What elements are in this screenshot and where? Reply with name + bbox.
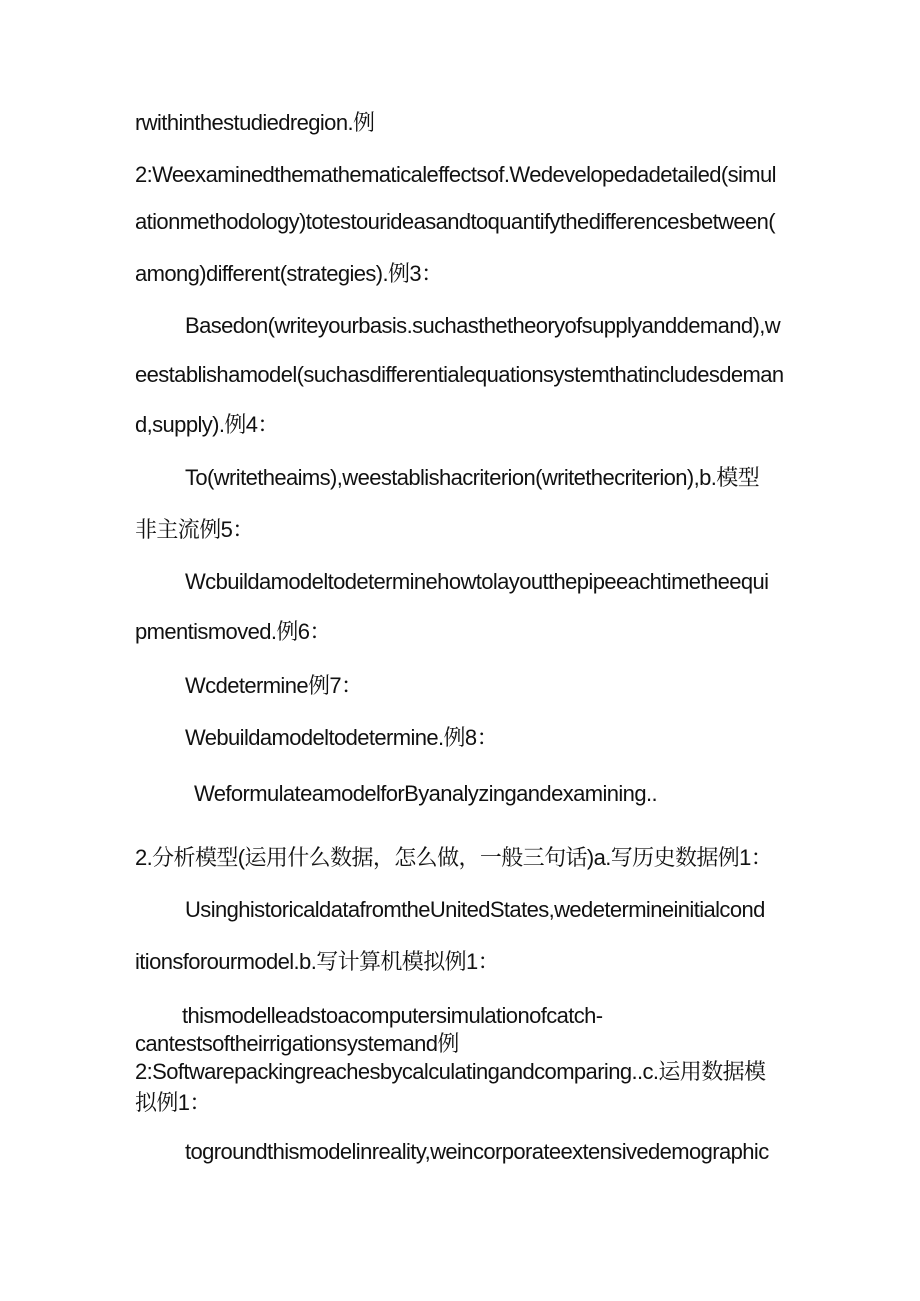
text-line: cantestsoftheirrigationsystemand例 bbox=[135, 1031, 459, 1056]
text-line: Wcdetermine例7： bbox=[185, 673, 363, 698]
text-line: Webuildamodeltodetermine.例8： bbox=[185, 725, 498, 750]
text-line: WeformulateamodelforByanalyzingandexamining.. bbox=[194, 781, 657, 806]
text-line: Basedon(writeyourbasis.suchasthetheoryofsupplyanddemand),w bbox=[185, 313, 781, 338]
text-line: eestablishamodel(suchasdifferentialequationsystemthatincludesdeman bbox=[135, 362, 784, 387]
text-line: 拟例1： bbox=[135, 1090, 211, 1115]
text-line: 2:Softwarepackingreachesbycalculatingandcomparing..c.运用数据模 bbox=[135, 1059, 766, 1084]
text-line: Wcbuildamodeltodeterminehowtolayoutthepipeeachtimetheequi bbox=[185, 569, 769, 594]
text-line: ationmethodology)totestourideasandtoquantifythedifferencesbetween( bbox=[135, 209, 776, 234]
text-line: rwithinthestudiedregion.例 bbox=[135, 110, 375, 135]
text-line: To(writetheaims),weestablishacriterion(writethecriterion),b.模型 bbox=[185, 465, 760, 490]
text-line: thismodelleadstoacomputersimulationofcatch- bbox=[182, 1003, 603, 1028]
text-line: 非主流例5： bbox=[135, 517, 254, 542]
text-line: UsinghistoricaldatafromtheUnitedStates,wedetermineinitialcond bbox=[185, 897, 765, 922]
text-line: togroundthismodelinreality,weincorporateextensivedemographic bbox=[185, 1139, 769, 1164]
text-line: d,supply).例4： bbox=[135, 412, 279, 437]
text-line: among)different(strategies).例3： bbox=[135, 261, 443, 286]
section-heading: 2.分析模型(运用什么数据，怎么做，一般三句话)a.写历史数据例1： bbox=[135, 845, 773, 870]
text-line: 2:Weexaminedthemathematicaleffectsof.Wedevelopedadetailed(simul bbox=[135, 162, 776, 187]
text-line: pmentismoved.例6： bbox=[135, 619, 331, 644]
text-line: itionsforourmodel.b.写计算机模拟例1： bbox=[135, 949, 500, 974]
